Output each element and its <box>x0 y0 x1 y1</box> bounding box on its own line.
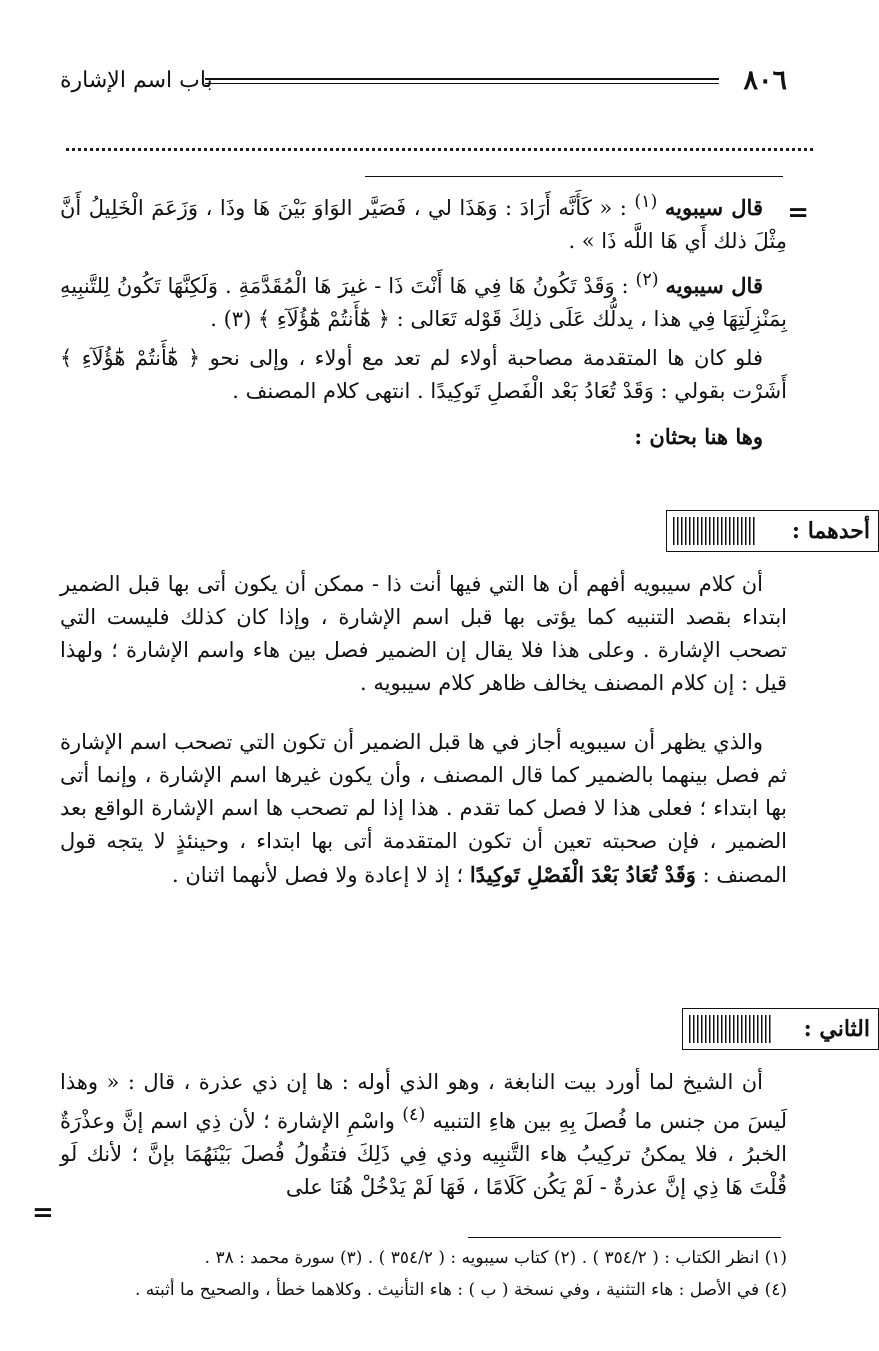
footnote-ref-1: (١) <box>634 192 658 212</box>
section-title: الثاني : <box>803 1016 870 1042</box>
footnote-line-1: (١) انظر الكتاب : ( ٣٥٤/٢ ) . (٢) كتاب سيبويه : ( ٣٥٤/٢ ) . (٣) سورة محمد : ٣٨ . <box>204 1248 787 1268</box>
paragraph-two-discussions: وها هنا بحثان : <box>634 424 763 449</box>
paragraph-sibawayh-2 <box>60 264 787 336</box>
paragraph-first-discussion-cont: والذي يظهر أن سيبويه أجاز في ها قبل الضمير أن تكون التي تصحب اسم الإشارة ثم فصل بينهما بالضمير كما قال المصنف ، وأن يكون غيرها اسم الإشارة ، وإنما أتى بها ابتداء ؛ فعلى هذا لا فصل كما تقدم . هذا إذا لم تصحب ها اسم الإشارة الواقع بعد الضمير ، فإن صحبته تعين أن تكون المتقدمة أتى بها ابتداء ، وحينئذٍ لا يتجه قول المصنف : وَقَدْ تُعَادُ بَعْدَ الْفَصْلِ تَوكِيدًا ؛ إذ لا إعادة ولا فصل لأنهما اثنان . <box>60 730 787 887</box>
running-header <box>60 64 787 100</box>
ellipsis-separator <box>66 128 813 151</box>
continuation-mark-bottom: = <box>32 1198 54 1228</box>
top-rule <box>365 176 783 177</box>
quote-text: : « كَأَنَّه أَرَادَ : وَهَذَا لي ، فَصَيَّر الوَاوَ بَيْنَ هَا وذَا ، وَزَعَمَ الْخَلِيلُ أَنَّ مِثْلَ ذلك أَي هَا اللَّه ذَا » . <box>60 196 787 253</box>
footnote-ref-4: (٤) <box>402 1105 426 1125</box>
section-heading-first <box>666 510 879 552</box>
footnote-ref-2: (٢) <box>635 270 659 290</box>
footnote-rule <box>468 1237 781 1238</box>
section-heading-second <box>682 1008 879 1050</box>
paragraph-first-discussion: أن كلام سيبويه أفهم أن ها التي فيها أنت ذا - ممكن أن يكون أتى بها قبل الضمير ابتداء بقصد التنبيه كما يؤتى بها قبل اسم الإشارة ، وإذا كان كذلك فليست التي تصحب الإشارة . وعلى هذا فلا يقال إن الضمير فصل بين هاء واسم الإشارة ؛ ولهذا قيل : إن كلام المصنف يخالف ظاهر كلام سيبويه . <box>60 572 787 695</box>
hatch-bars <box>689 1015 773 1043</box>
footnote-line-2: (٤) في الأصل : هاء التثنية ، وفي نسخة ( ب ) : هاء التأنيث . وكلاهما خطأ ، والصحيح ما أثبته . <box>135 1280 787 1300</box>
header-rule <box>205 78 719 84</box>
speaker-label: قال سيبويه <box>665 273 763 298</box>
quoted-phrase: وَقَدْ تُعَادُ بَعْدَ الْفَصْلِ تَوكِيدًا <box>469 862 696 887</box>
chapter-title: باب اسم الإشارة <box>60 68 213 93</box>
continuation-mark-top: = <box>787 198 809 228</box>
section-title: أحدهما : <box>791 518 870 544</box>
paragraph-second-discussion: أن الشيخ لما أورد بيت النابغة ، وهو الذي أوله : ها إن ذي عذرة ، قال : « وهذا لَيسَ من جنس ما فُصلَ بِهِ بين هاءِ التنبيه $^{(٤)}$ واسْمِ الإشارة ؛ لأن ذِي اسم إنَّ وعذْرَةٌ الخبرُ ، فلا يمكنُ تركِيبُ هاء التَّنبِيه وذي فِي ذَلِكَ فتقُولُ فُصلَ بَيْنَهُمَا بإنَّ ؛ لأنك لَو قُلْتَ هَا ذِي إنَّ عذرةٌ - لَمْ يَكُن كَلَامًا ، فَهَا لَمْ يَدْخُلْ هُنَا على <box>60 1070 787 1199</box>
quote-text: : وَقَدْ تَكُونُ هَا فِي هَا أَنْتَ ذَا - غيرَ هَا الْمُقَدَّمَةِ . وَلَكِنَّهَا تَكُونُ لِلتَّنبِيهِ بِمَنْزِلَتِهَا فِي هذا ، يدلُّك عَلَى ذلِكَ قَوْله تَعَالى : ﴿ هَٰٓأَنتُمْ هَٰٓؤُلَآءِ ﴾ (٣) . <box>60 274 787 331</box>
page-number: ٨٠٦ <box>743 65 787 96</box>
speaker-label: قال سيبويه <box>664 195 763 220</box>
hatch-bars <box>673 517 757 545</box>
paragraph-author-comment: فلو كان ها المتقدمة مصاحبة أولاء لم تعد مع أولاء ، وإلى نحو ﴿ هَٰٓأَنتُمْ هَٰٓؤُلَآءِ ﴾ أَشَرْت بقولي : وَقَدْ تُعَادُ بَعْد الْفَصلِ تَوكِيدًا . انتهى كلام المصنف . <box>60 346 787 403</box>
paragraph-sibawayh-1 <box>60 186 787 258</box>
